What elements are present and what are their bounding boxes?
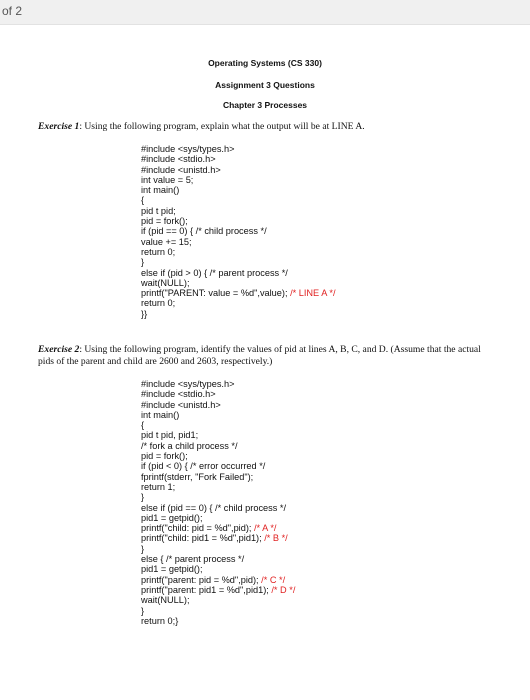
code-line: }	[141, 605, 145, 616]
code-line: #include <unistd.h>	[141, 399, 221, 410]
course-title: Operating Systems (CS 330)	[208, 58, 322, 68]
code-line: else if (pid == 0) { /* child process */	[141, 502, 287, 513]
code-line: else if (pid > 0) { /* parent process */	[141, 267, 288, 278]
assignment-title: Assignment 3 Questions	[215, 80, 315, 90]
code-line: else { /* parent process */	[141, 554, 245, 565]
viewer-toolbar	[0, 0, 530, 25]
exercise-2-code	[141, 379, 481, 626]
code-line: {	[141, 195, 145, 206]
code-text: printf("PARENT: value = %d",value);	[141, 288, 288, 299]
code-line: #include <stdio.h>	[141, 389, 216, 400]
code-line	[141, 533, 481, 543]
code-line: if (pid == 0) { /* child process */	[141, 226, 267, 237]
line-d-comment: /* D */	[268, 584, 296, 595]
code-line: return 0;}	[141, 615, 179, 626]
code-line: return 0;	[141, 246, 176, 257]
code-text: printf("child: pid = %d",pid);	[141, 523, 252, 534]
code-line: }	[141, 492, 145, 503]
code-text: printf("child: pid1 = %d",pid1);	[141, 533, 262, 544]
code-line: return 0;	[141, 298, 176, 309]
code-line: wait(NULL);	[141, 277, 190, 288]
line-b-comment: /* B */	[261, 533, 288, 544]
code-line: {	[141, 420, 145, 431]
code-line	[141, 523, 481, 533]
code-line	[141, 575, 481, 585]
exercise-2-label: Exercise 2	[38, 344, 80, 355]
exercise-2-prompt	[38, 344, 498, 368]
code-line: }}	[141, 308, 148, 319]
code-line: pid t pid;	[141, 205, 176, 216]
code-line: /* fork a child process */	[141, 440, 238, 451]
chapter-title: Chapter 3 Processes	[222, 100, 308, 110]
code-line: pid t pid, pid1;	[141, 430, 199, 441]
code-line: int main()	[141, 409, 180, 420]
line-a-comment: /* A */	[251, 523, 277, 534]
exercise-1-text: : Using the following program, explain what the output will be at LINE A.	[79, 121, 365, 132]
code-line: #include <stdio.h>	[141, 154, 216, 165]
code-line	[141, 288, 481, 298]
code-line: int value = 5;	[141, 174, 194, 185]
line-a-comment: /* LINE A */	[287, 288, 336, 299]
code-line: #include <sys/types.h>	[141, 379, 235, 389]
code-line: if (pid < 0) { /* error occurred */	[141, 461, 266, 472]
code-line	[141, 585, 481, 595]
code-line: wait(NULL);	[141, 595, 190, 606]
code-text: printf("parent: pid = %d",pid);	[141, 574, 259, 585]
code-text: printf("parent: pid1 = %d",pid1);	[141, 584, 269, 595]
page-indicator: of 2	[2, 4, 23, 18]
code-line: #include <sys/types.h>	[141, 144, 235, 154]
code-line: }	[141, 543, 145, 554]
code-line: pid1 = getpid();	[141, 564, 203, 575]
code-line: pid = fork();	[141, 216, 188, 227]
code-line: pid1 = getpid();	[141, 512, 203, 523]
exercise-1-label: Exercise 1	[38, 121, 80, 132]
exercise-2-text: : Using the following program, identify the values of pid at lines A, B, C, and D. (Assume that the actual pids of the parent and child are 2600 and 2603, respectively.)	[38, 344, 481, 367]
code-line: value += 15;	[141, 236, 192, 247]
code-line: #include <unistd.h>	[141, 164, 221, 175]
code-line: return 1;	[141, 481, 176, 492]
code-line: int main()	[141, 185, 180, 196]
code-line: }	[141, 257, 145, 268]
line-c-comment: /* C */	[258, 574, 286, 585]
code-line: fprintf(stderr, "Fork Failed");	[141, 471, 254, 482]
code-line: pid = fork();	[141, 451, 188, 462]
exercise-1-prompt	[38, 121, 498, 133]
exercise-1-code	[141, 144, 481, 319]
